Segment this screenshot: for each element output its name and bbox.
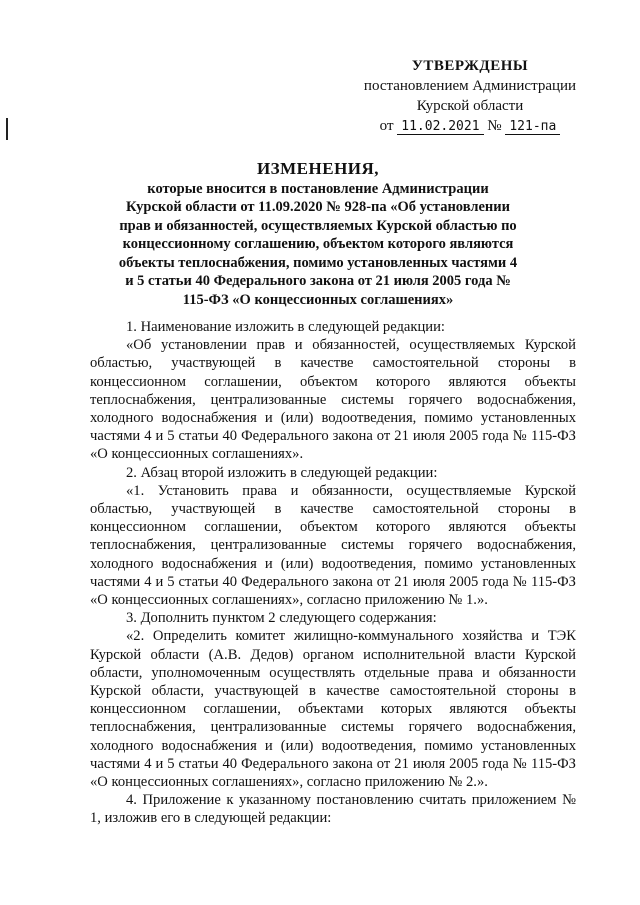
approval-line-2: Курской области [416,98,524,114]
paragraph: 2. Абзац второй изложить в следующей редакции: [126,464,438,481]
paragraph: «1. Установить права и обязанности, осуществляемые Курской областью, участвующей в качестве самостоятельной стороны в концессионном соглашении, объектом которого являются объекты теплоснабжения, централизованные системы горячего водоснабжения, холодного водоснабжения и (или) водоотведения, помимо установленных частями 4 и 5 статьи 40 Федерального закона от 21 июля 2005 года № 115-ФЗ «О концессионных соглашениях», согласно приложению № 1.». [90,482,576,609]
approval-stamp: УТВЕРЖДЕНЫ [411,58,529,74]
number-value: 121-па [505,119,560,135]
document-heading [118,160,518,309]
paragraph: 4. Приложение к указанному постановлению считать приложением № 1, изложив его в следующей редакции: [90,792,576,827]
margin-mark [6,118,8,140]
paragraph: 1. Наименование изложить в следующей редакции: [126,319,445,335]
paragraph: 3. Дополнить пунктом 2 следующего содержания: [126,610,437,627]
paragraph: «2. Определить комитет жилищно-коммунального хозяйства и ТЭК Курской области (А.В. Дедов) органом исполнительной власти Курской области, уполномоченным осуществлять отдельные права и обязанности Курской области, участвующей в качестве самостоятельной стороны в концессионном соглашении, объектами которых являются объекты теплоснабжения, централизованные системы горячего водоснабжения, холодного водоснабжения и (или) водоотведения, помимо установленных частями 4 и 5 статьи 40 Федерального закона от 21 июля 2005 года № 115-ФЗ «О концессионных соглашениях», согласно приложению № 2.». [90,628,576,791]
date-value: 11.02.2021 [397,119,483,135]
approval-block [355,56,585,137]
number-prefix: № [487,118,502,134]
approval-date-line [355,116,585,137]
approval-line-1: постановлением Администрации [363,78,577,94]
heading-subtitle: которые вносится в постановление Администрации Курской области от 11.09.2020 № 928-па «Об установлении прав и обязанностей, осуществляемых Курской областью по концессионному соглашению, объектом которого являются объекты теплоснабжения, помимо установленных частями 4 и 5 статьи 40 Федерального закона от 21 июля 2005 года № 115-ФЗ «О концессионных соглашениях» [118,180,518,308]
paragraph: «Об установлении прав и обязанностей, осуществляемых Курской областью, участвующей в качестве самостоятельной стороны в концессионном соглашении, объектом которого являются объекты теплоснабжения, централизованные системы горячего водоснабжения, холодного водоснабжения и (или) водоотведения, помимо установленных частями 4 и 5 статьи 40 Федерального закона от 21 июля 2005 года № 115-ФЗ «О концессионных соглашениях». [90,337,576,463]
document-body [90,318,576,828]
date-prefix: от [379,118,394,134]
heading-title: ИЗМЕНЕНИЯ, [256,159,380,178]
